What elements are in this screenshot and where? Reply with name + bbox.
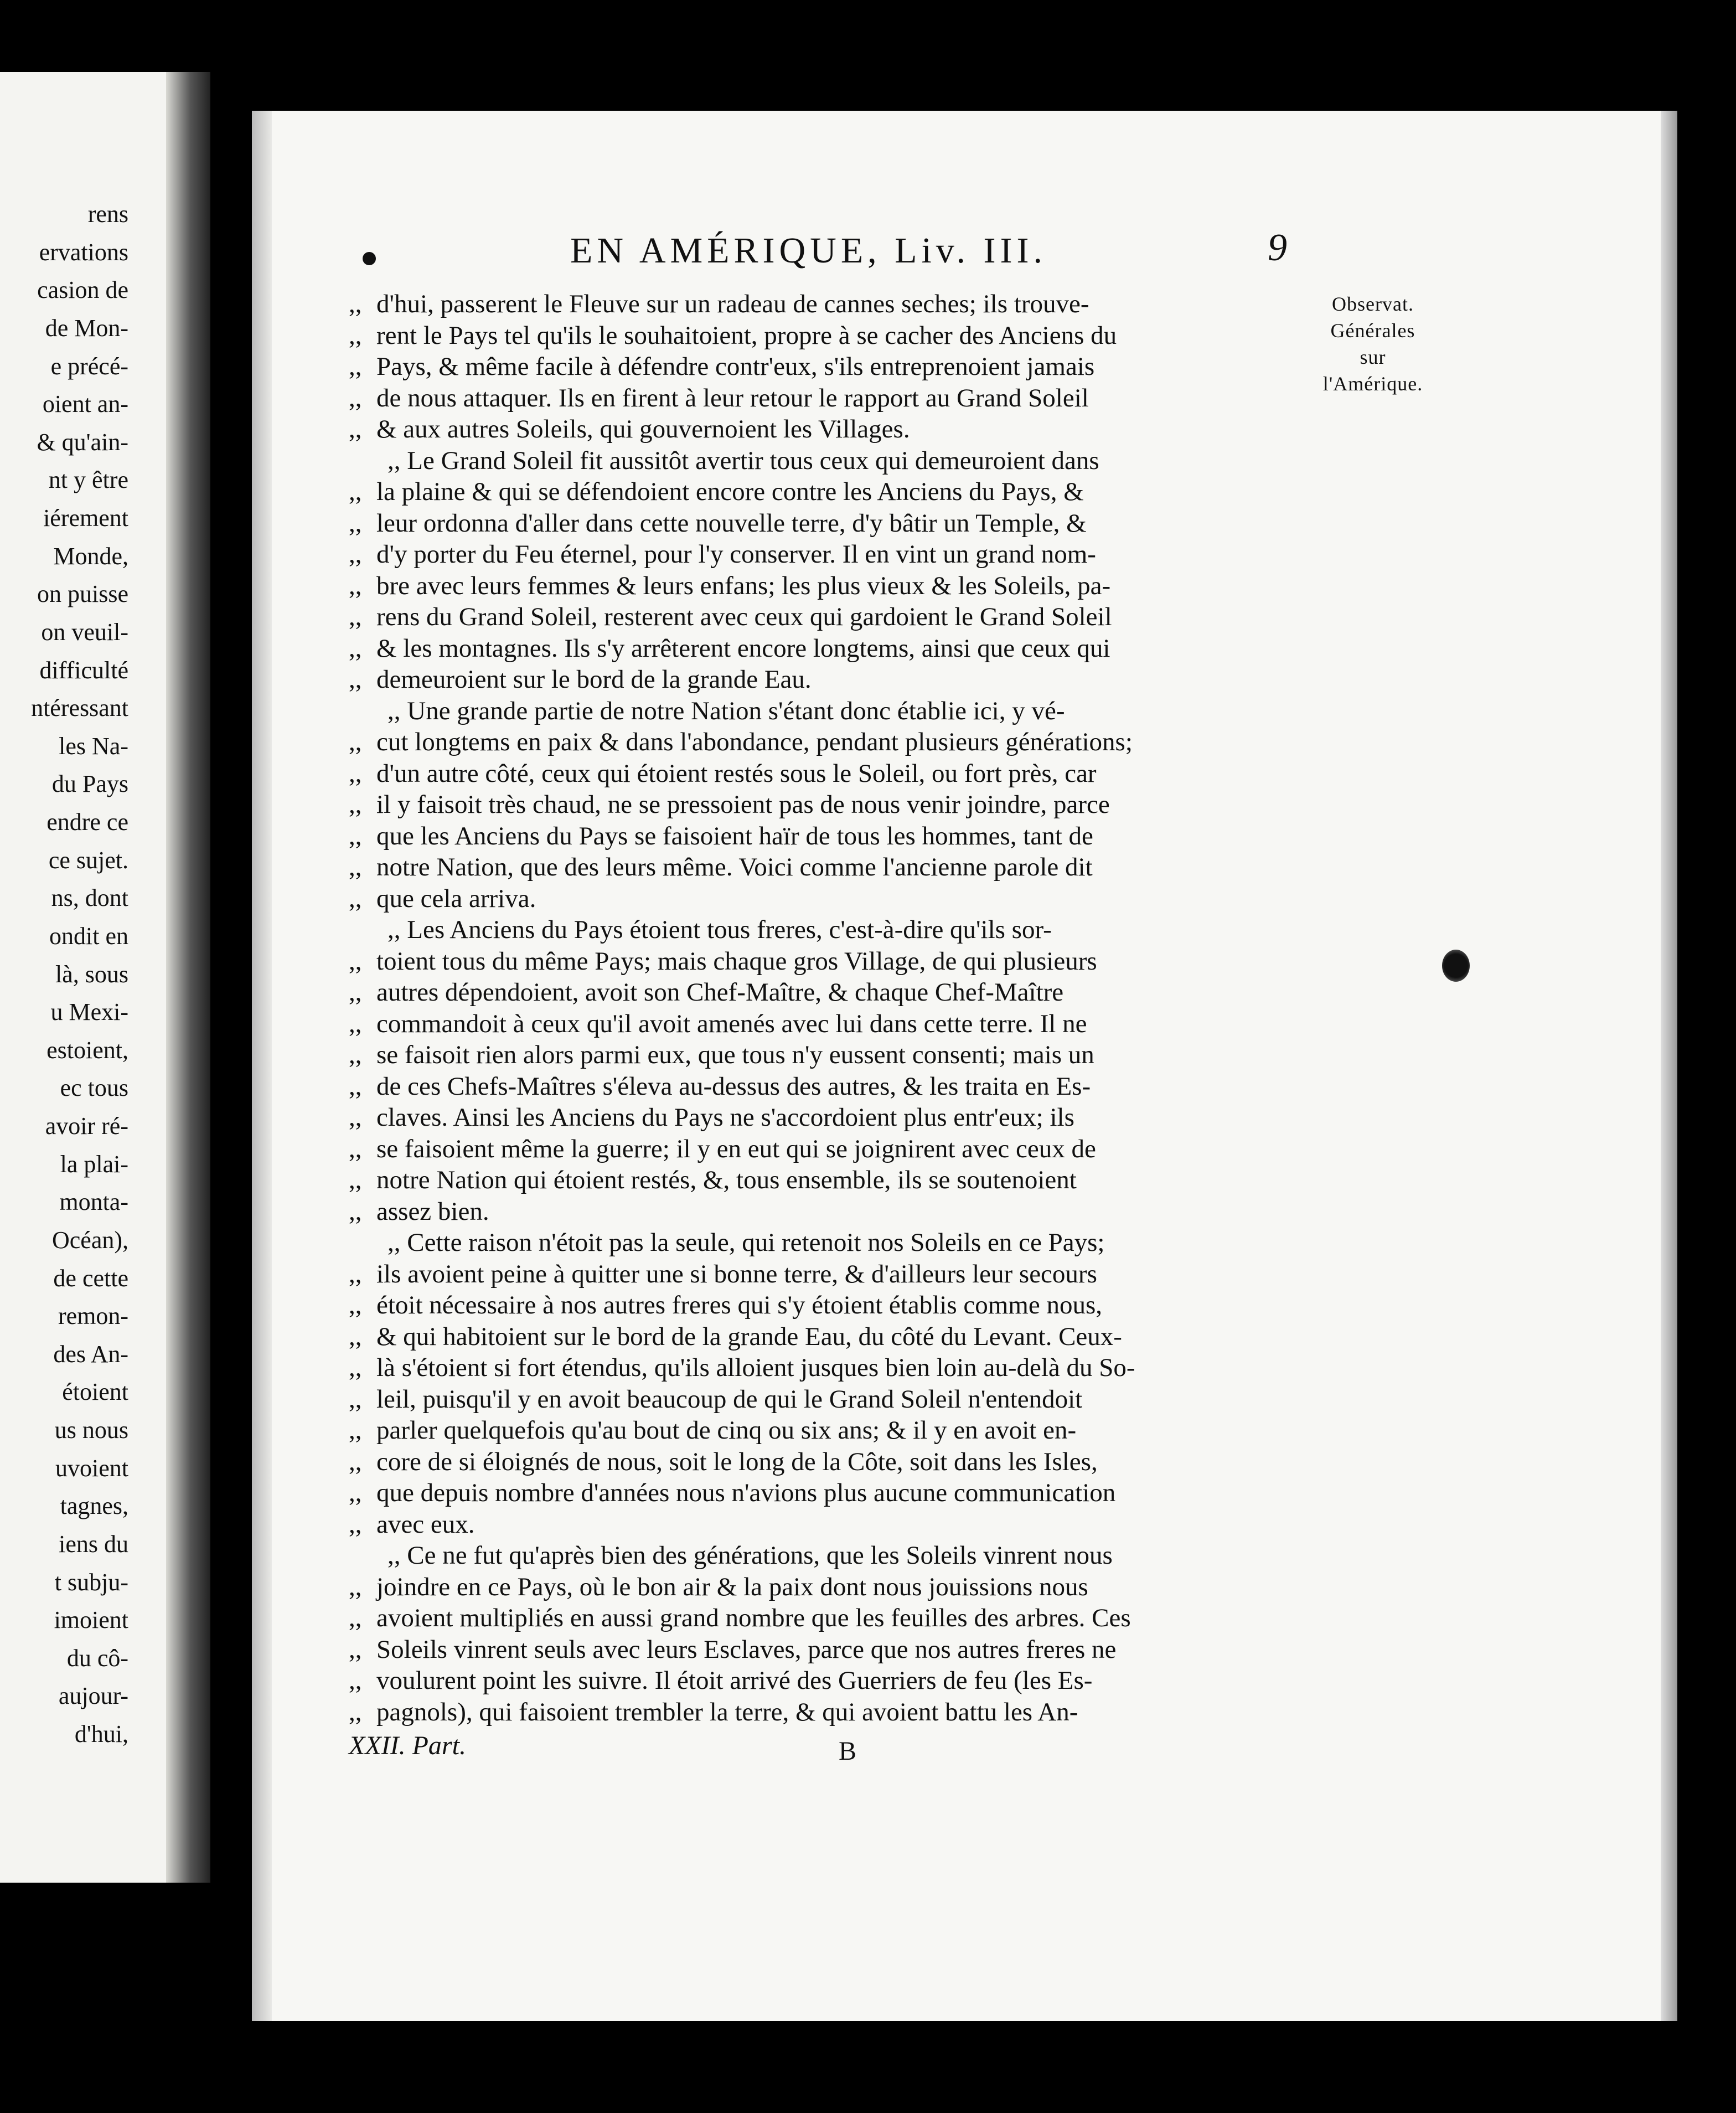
signature-mark: B bbox=[839, 1736, 857, 1766]
facing-page-line: imoient bbox=[54, 1606, 128, 1634]
facing-page-line: de Mon- bbox=[45, 314, 128, 342]
line-text: ,, Cette raison n'étoit pas la seule, qui retenoit nos Soleils en ce Pays; bbox=[388, 1228, 1105, 1257]
page-number: 9 bbox=[1268, 226, 1287, 269]
text-line bbox=[349, 883, 1290, 915]
text-line bbox=[349, 570, 1290, 602]
facing-page-line: difficulté bbox=[39, 656, 128, 684]
text-line bbox=[349, 757, 1290, 790]
quote-mark: ,, bbox=[349, 1040, 362, 1069]
quote-mark: ,, bbox=[349, 946, 362, 976]
text-line bbox=[349, 476, 1290, 508]
facing-page-line: Monde, bbox=[53, 542, 128, 570]
line-text: que depuis nombre d'années nous n'avions plus aucune communication bbox=[376, 1478, 1116, 1507]
line-text: de nous attaquer. Ils en firent à leur retour le rapport au Grand Soleil bbox=[376, 383, 1089, 413]
quote-mark: ,, bbox=[349, 1697, 362, 1727]
text-line bbox=[349, 1133, 1290, 1165]
text-line bbox=[349, 1414, 1290, 1446]
facing-page-line: remon- bbox=[58, 1302, 128, 1330]
line-text: avoient multipliés en aussi grand nombre que les feuilles des arbres. Ces bbox=[376, 1604, 1131, 1632]
text-line bbox=[349, 601, 1290, 633]
facing-page-line: des An- bbox=[53, 1340, 128, 1368]
quote-mark: ,, bbox=[349, 633, 362, 663]
text-line bbox=[349, 445, 1290, 477]
quote-mark: ,, bbox=[349, 1166, 362, 1194]
line-text: & les montagnes. Ils s'y arrêterent encore longtems, ainsi que ceux qui bbox=[376, 633, 1110, 663]
text-line bbox=[349, 1008, 1290, 1040]
text-line bbox=[349, 632, 1290, 664]
quote-mark: ,, bbox=[349, 1291, 362, 1320]
line-text: se faisoit rien alors parmi eux, que tous n'y eussent consenti; mais un bbox=[376, 1040, 1094, 1069]
facing-page-line: ervations bbox=[39, 238, 128, 266]
text-line bbox=[349, 1664, 1290, 1697]
text-line bbox=[349, 1321, 1290, 1353]
text-line bbox=[349, 507, 1290, 539]
text-line bbox=[349, 788, 1290, 821]
line-text: Soleils vinrent seuls avec leurs Esclaves, parce que nos autres freres ne bbox=[376, 1635, 1117, 1664]
running-head: EN AMÉRIQUE, Liv. III. bbox=[570, 230, 1047, 271]
facing-page-line: ns, dont bbox=[51, 884, 128, 912]
facing-page-line: casion de bbox=[37, 276, 128, 304]
quote-mark: ,, bbox=[349, 1666, 362, 1695]
line-text: la plaine & qui se défendoient encore contre les Anciens du Pays, & bbox=[376, 477, 1084, 506]
facing-page-line: endre ce bbox=[46, 808, 128, 836]
line-text: autres dépendoient, avoit son Chef-Maître, & chaque Chef-Maître bbox=[376, 978, 1064, 1007]
quote-mark: ,, bbox=[349, 1322, 362, 1351]
facing-page-line: ntéressant bbox=[31, 694, 128, 722]
quote-mark: ,, bbox=[349, 1103, 362, 1132]
line-text: toient tous du même Pays; mais chaque gros Village, de qui plusieurs bbox=[376, 946, 1097, 976]
text-line bbox=[349, 1352, 1290, 1384]
text-line bbox=[349, 1195, 1290, 1228]
facing-page-line: u Mexi- bbox=[50, 998, 128, 1026]
margin-note-line: sur bbox=[1360, 346, 1386, 368]
quote-mark: ,, bbox=[349, 1353, 362, 1382]
margin-note-line: Générales bbox=[1330, 319, 1415, 342]
quote-mark: ,, bbox=[349, 853, 362, 882]
line-text: & aux autres Soleils, qui gouvernoient les Villages. bbox=[376, 415, 910, 444]
quote-mark: ,, bbox=[349, 1509, 362, 1539]
facing-page-line: les Na- bbox=[59, 732, 128, 760]
quote-mark: ,, bbox=[349, 1572, 362, 1601]
text-line bbox=[349, 820, 1290, 852]
signature-line: XXII. Part. bbox=[349, 1731, 466, 1760]
text-line bbox=[349, 976, 1290, 1008]
line-text: assez bien. bbox=[376, 1197, 489, 1226]
line-text: rent le Pays tel qu'ils le souhaitoient, propre à se cacher des Anciens du bbox=[376, 321, 1117, 350]
line-text: Pays, & même facile à défendre contr'eux, s'ils entreprenoient jamais bbox=[376, 352, 1095, 381]
quote-mark: ,, bbox=[349, 1447, 362, 1476]
text-line bbox=[349, 663, 1290, 695]
line-text: de ces Chefs-Maîtres s'éleva au-dessus des autres, & les traita en Es- bbox=[376, 1071, 1091, 1101]
line-text: d'un autre côté, ceux qui étoient restés sous le Soleil, ou fort près, car bbox=[376, 759, 1097, 788]
facing-page-line: estoient, bbox=[46, 1036, 128, 1064]
line-text: d'y porter du Feu éternel, pour l'y conserver. Il en vint un grand nom- bbox=[376, 540, 1096, 569]
line-text: joindre en ce Pays, où le bon air & la paix dont nous jouissions nous bbox=[376, 1572, 1088, 1601]
facing-page-line: nt y être bbox=[48, 466, 128, 494]
facing-page-line: uvoient bbox=[55, 1454, 128, 1482]
facing-page-line: iens du bbox=[59, 1530, 128, 1558]
quote-mark: ,, bbox=[349, 1197, 362, 1226]
text-line bbox=[349, 945, 1290, 977]
facing-page-line: ce sujet. bbox=[48, 846, 128, 874]
text-line bbox=[349, 1508, 1290, 1540]
line-text: ,, Les Anciens du Pays étoient tous freres, c'est-à-dire qu'ils sor- bbox=[388, 915, 1052, 944]
facing-page-line: rens bbox=[87, 200, 128, 228]
line-text: étoit nécessaire à nos autres freres qui s'y étoient établis comme nous, bbox=[376, 1291, 1102, 1320]
line-text: ,, Ce ne fut qu'après bien des générations, que les Soleils vinrent nous bbox=[388, 1541, 1113, 1570]
facing-page-line: t subju- bbox=[54, 1568, 128, 1596]
line-text: leil, puisqu'il y en avoit beaucoup de qui le Grand Soleil n'entendoit bbox=[376, 1384, 1083, 1414]
text-line bbox=[349, 538, 1290, 570]
line-text: & qui habitoient sur le bord de la grande Eau, du côté du Levant. Ceux- bbox=[376, 1322, 1122, 1351]
margin-note bbox=[1298, 291, 1448, 397]
quote-mark: ,, bbox=[349, 1384, 362, 1414]
line-text: ,, Une grande partie de notre Nation s'étant donc établie ici, y vé- bbox=[388, 696, 1065, 725]
line-text: cut longtems en paix & dans l'abondance, pendant plusieurs générations; bbox=[376, 728, 1133, 756]
quote-mark: ,, bbox=[349, 1416, 362, 1445]
text-line bbox=[349, 413, 1290, 445]
quote-mark: ,, bbox=[349, 571, 362, 600]
line-text: notre Nation qui étoient restés, &, tous ensemble, ils se soutenoient bbox=[376, 1166, 1077, 1194]
facing-page-line: ec tous bbox=[60, 1074, 128, 1102]
facing-page-line: la plai- bbox=[60, 1150, 128, 1178]
quote-mark: ,, bbox=[349, 1259, 362, 1289]
facing-page-line: tagnes, bbox=[60, 1492, 128, 1520]
facing-page-line: de cette bbox=[53, 1264, 128, 1292]
margin-note-line: Observat. bbox=[1332, 293, 1414, 315]
text-line bbox=[349, 726, 1290, 758]
ink-dot bbox=[363, 252, 376, 265]
facing-page-line: là, sous bbox=[55, 960, 128, 988]
text-line bbox=[349, 1539, 1290, 1571]
text-line bbox=[349, 1258, 1290, 1290]
quote-mark: ,, bbox=[349, 1604, 362, 1632]
facing-page-line: avoir ré- bbox=[45, 1112, 128, 1140]
line-text: que cela arriva. bbox=[376, 884, 536, 913]
text-line bbox=[349, 1070, 1290, 1102]
quote-mark: ,, bbox=[349, 884, 362, 913]
page-spine-shadow bbox=[252, 111, 272, 2021]
facing-page-line: oient an- bbox=[42, 390, 128, 418]
quote-mark: ,, bbox=[349, 1635, 362, 1664]
quote-mark: ,, bbox=[349, 665, 362, 694]
line-text: demeuroient sur le bord de la grande Eau. bbox=[376, 665, 812, 694]
line-text: core de si éloignés de nous, soit le long de la Côte, soit dans les Isles, bbox=[376, 1447, 1098, 1476]
line-text: que les Anciens du Pays se faisoient haïr de tous les hommes, tant de bbox=[376, 821, 1093, 851]
text-line bbox=[349, 914, 1290, 946]
quote-mark: ,, bbox=[349, 290, 362, 318]
line-text: claves. Ainsi les Anciens du Pays ne s'accordoient plus entr'eux; ils bbox=[376, 1103, 1074, 1132]
text-line bbox=[349, 1101, 1290, 1133]
line-text: parler quelquefois qu'au bout de cinq ou six ans; & il y en avoit en- bbox=[376, 1416, 1077, 1445]
line-text: commandoit à ceux qu'il avoit amenés avec lui dans cette terre. Il ne bbox=[376, 1009, 1087, 1038]
text-line bbox=[349, 1383, 1290, 1415]
quote-mark: ,, bbox=[349, 508, 362, 538]
line-text: rens du Grand Soleil, resterent avec ceux qui gardoient le Grand Soleil bbox=[376, 602, 1112, 631]
quote-mark: ,, bbox=[349, 759, 362, 788]
text-line bbox=[349, 1164, 1290, 1196]
facing-page-line: d'hui, bbox=[74, 1720, 128, 1748]
text-line bbox=[349, 351, 1290, 383]
text-line bbox=[349, 319, 1290, 352]
line-text: leur ordonna d'aller dans cette nouvelle terre, d'y bâtir un Temple, & bbox=[376, 508, 1087, 538]
line-text: notre Nation, que des leurs même. Voici comme l'ancienne parole dit bbox=[376, 853, 1093, 882]
facing-page-line: Océan), bbox=[51, 1226, 128, 1254]
line-text: pagnols), qui faisoient trembler la terre, & qui avoient battu les An- bbox=[376, 1697, 1078, 1727]
quote-mark: ,, bbox=[349, 540, 362, 569]
line-text: d'hui, passerent le Fleuve sur un radeau de cannes seches; ils trouve- bbox=[376, 290, 1089, 318]
text-line bbox=[349, 1446, 1290, 1478]
quote-mark: ,, bbox=[349, 1134, 362, 1163]
quote-mark: ,, bbox=[349, 602, 362, 631]
facing-page-line: aujour- bbox=[58, 1682, 128, 1710]
line-text: là s'étoient si fort étendus, qu'ils alloient jusques bien loin au-delà du So- bbox=[376, 1353, 1135, 1382]
facing-page-line: e précé- bbox=[50, 352, 128, 380]
text-line bbox=[349, 851, 1290, 883]
facing-page-line: & qu'ain- bbox=[37, 428, 128, 456]
quote-mark: ,, bbox=[349, 352, 362, 381]
text-line bbox=[349, 382, 1290, 414]
body-text bbox=[349, 288, 1290, 1750]
line-text: se faisoient même la guerre; il y en eut qui se joignirent avec ceux de bbox=[376, 1134, 1096, 1163]
ink-blot bbox=[1442, 950, 1470, 982]
text-line bbox=[349, 1039, 1290, 1071]
line-text: il y faisoit très chaud, ne se pressoient pas de nous venir joindre, parce bbox=[376, 790, 1110, 819]
quote-mark: ,, bbox=[349, 415, 362, 444]
facing-page-line: ondit en bbox=[49, 922, 128, 950]
text-line bbox=[349, 1289, 1290, 1321]
quote-mark: ,, bbox=[349, 978, 362, 1007]
facing-page-line: du Pays bbox=[51, 770, 128, 798]
quote-mark: ,, bbox=[349, 821, 362, 851]
quote-mark: ,, bbox=[349, 321, 362, 350]
quote-mark: ,, bbox=[349, 1009, 362, 1038]
text-line bbox=[349, 695, 1290, 727]
text-line bbox=[349, 1571, 1290, 1603]
quote-mark: ,, bbox=[349, 1478, 362, 1507]
facing-page-line: us nous bbox=[54, 1416, 128, 1444]
facing-page-line: on veuil- bbox=[41, 618, 128, 646]
facing-page-line: iérement bbox=[43, 504, 128, 532]
quote-mark: ,, bbox=[349, 1071, 362, 1101]
facing-page-line: on puisse bbox=[37, 580, 128, 608]
line-text: ,, Le Grand Soleil fit aussitôt avertir tous ceux qui demeuroient dans bbox=[388, 446, 1099, 475]
text-line bbox=[349, 1602, 1290, 1634]
text-line bbox=[349, 288, 1290, 320]
text-line bbox=[349, 1633, 1290, 1666]
line-text: avec eux. bbox=[376, 1509, 475, 1539]
quote-mark: ,, bbox=[349, 477, 362, 506]
margin-note-line: l'Amérique. bbox=[1322, 373, 1423, 395]
page-edge bbox=[1661, 111, 1677, 2021]
facing-page-line: étoient bbox=[62, 1378, 128, 1406]
line-text: ils avoient peine à quitter une si bonne terre, & d'ailleurs leur secours bbox=[376, 1259, 1097, 1289]
quote-mark: ,, bbox=[349, 383, 362, 413]
line-text: voulurent point les suivre. Il étoit arrivé des Guerriers de feu (les Es- bbox=[376, 1666, 1093, 1695]
line-text: bre avec leurs femmes & leurs enfans; les plus vieux & les Soleils, pa- bbox=[376, 571, 1111, 600]
text-line bbox=[349, 1477, 1290, 1509]
text-line bbox=[349, 1226, 1290, 1259]
facing-page-line: monta- bbox=[59, 1188, 128, 1216]
quote-mark: ,, bbox=[349, 728, 362, 756]
text-line bbox=[349, 1696, 1290, 1728]
quote-mark: ,, bbox=[349, 790, 362, 819]
book-gutter bbox=[166, 72, 210, 1883]
facing-page-line: du cô- bbox=[66, 1644, 128, 1672]
